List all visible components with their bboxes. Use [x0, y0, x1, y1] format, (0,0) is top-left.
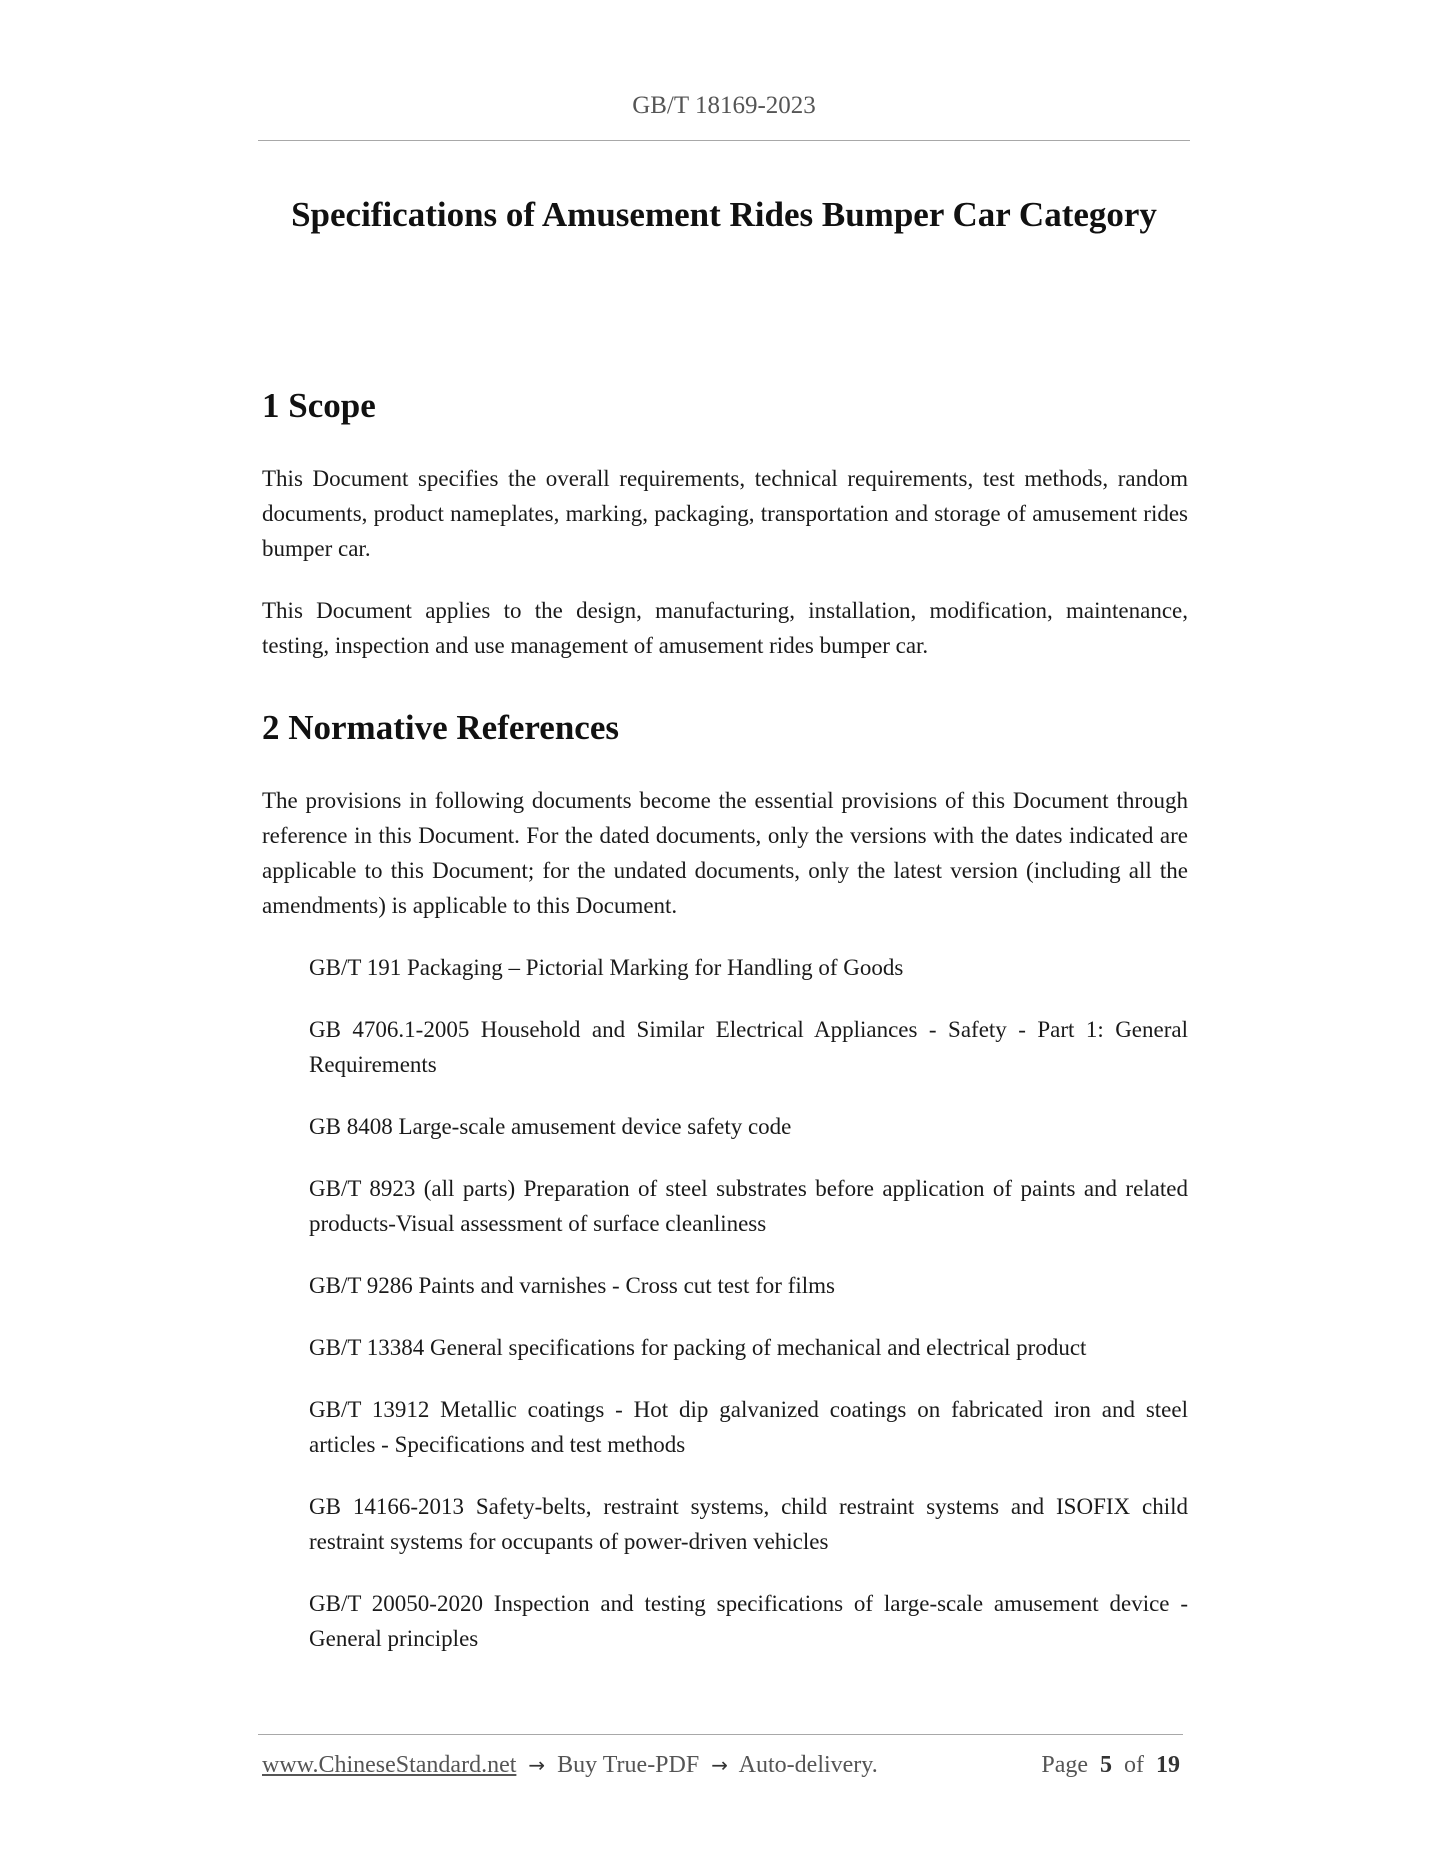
footer-divider	[258, 1734, 1183, 1735]
document-body	[262, 385, 1188, 1683]
right-arrow-icon: →	[528, 1753, 546, 1777]
reference-item: GB/T 191 Packaging – Pictorial Marking for Handling of Goods	[309, 955, 904, 980]
chinesestandard-link[interactable]: www.ChineseStandard.net	[262, 1752, 517, 1778]
paragraph: This Document applies to the design, manufacturing, installation, modification, maintenance, testing, inspection and use management of amusement rides bumper car.	[262, 598, 1188, 658]
page-of-label: of	[1124, 1752, 1144, 1778]
reference-item: GB/T 13384 General specifications for packing of mechanical and electrical product	[309, 1335, 1087, 1360]
reference-item: GB/T 8923 (all parts) Preparation of steel substrates before application of paints and related products-Visual assessment of surface cleanliness	[309, 1176, 1188, 1236]
paragraph: This Document specifies the overall requirements, technical requirements, test methods, random documents, product nameplates, marking, packaging, transportation and storage of amusement rides bumper car.	[262, 466, 1188, 561]
section-scope	[262, 385, 1188, 663]
reference-item: GB/T 9286 Paints and varnishes - Cross cut test for films	[309, 1273, 835, 1298]
reference-item: GB/T 20050-2020 Inspection and testing specifications of large-scale amusement device - General principles	[309, 1591, 1188, 1651]
paragraph: The provisions in following documents become the essential provisions of this Document through reference in this Document. For the dated documents, only the versions with the dates indicated are applicable to this Document; for the undated documents, only the latest version (including all the amendments) is applicable to this Document.	[262, 788, 1188, 918]
section-normative-references	[262, 707, 1188, 1656]
reference-item: GB 4706.1-2005 Household and Similar Electrical Appliances - Safety - Part 1: General Requirements	[309, 1017, 1188, 1077]
footer-promo	[262, 1752, 878, 1779]
reference-item: GB 8408 Large-scale amusement device safety code	[309, 1114, 792, 1139]
reference-item: GB/T 13912 Metallic coatings - Hot dip galvanized coatings on fabricated iron and steel articles - Specifications and test methods	[309, 1397, 1188, 1457]
document-code-header: GB/T 18169-2023	[632, 92, 816, 119]
document-title: Specifications of Amusement Rides Bumper Car Category	[291, 195, 1157, 234]
page-indicator	[1041, 1752, 1180, 1779]
buy-pdf-text: Buy True-PDF	[557, 1752, 700, 1778]
right-arrow-icon: →	[711, 1753, 728, 1777]
reference-item: GB 14166-2013 Safety-belts, restraint systems, child restraint systems and ISOFIX child restraint systems for occupants of power-driven vehicles	[309, 1494, 1188, 1554]
header-divider	[258, 140, 1190, 141]
page-label: Page	[1041, 1752, 1088, 1778]
current-page-number: 5	[1100, 1752, 1112, 1778]
section-heading: 2 Normative References	[262, 708, 619, 747]
total-page-number: 19	[1156, 1752, 1180, 1778]
section-heading: 1 Scope	[262, 386, 376, 425]
reference-list	[262, 950, 1188, 1656]
auto-delivery-text: Auto-delivery.	[738, 1752, 878, 1778]
